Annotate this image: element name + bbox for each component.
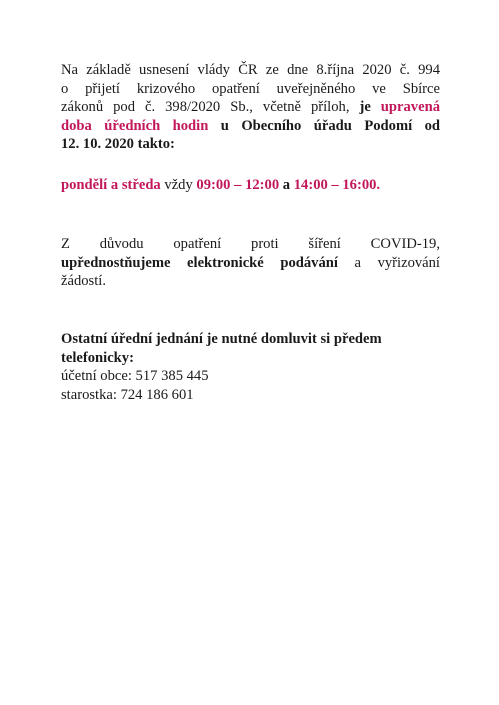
decree-line-3-text: zákonů pod č. 398/2020 Sb., včetně příloh, [61, 99, 350, 115]
contact-mayor: starostka: 724 186 601 [61, 386, 194, 403]
paragraph-covid [61, 235, 440, 291]
hours-afternoon: 14:00 – 16:00. [293, 177, 381, 193]
covid-line-3: žádostí. [61, 273, 106, 289]
paragraph-contacts [61, 330, 440, 404]
hours-line [61, 176, 440, 195]
paragraph-hours [61, 176, 440, 195]
covid-line-1: Z důvodu opatření proti šíření COVID-19, [61, 236, 440, 252]
contact-accountant: účetní obce: 517 385 445 [61, 368, 209, 384]
contacts-heading-line-2: telefonicky: [61, 349, 134, 366]
decree-line-1: Na základě usnesení vlády ČR ze dne 8.října 2020 č. 994 [61, 62, 440, 78]
covid-line-2 [61, 254, 440, 273]
decree-line-5: 12. 10. 2020 takto: [61, 136, 175, 152]
decree-line-2: o přijetí krizového opatření uveřejněného ve Sbírce [61, 80, 440, 97]
hours-and: a [282, 177, 291, 193]
decree-line-3 [61, 98, 440, 117]
covid-line-2-bold: upřednostňujeme elektronické podávání [61, 254, 338, 271]
hours-days: pondělí a středa [61, 177, 161, 193]
hours-always: vždy [164, 177, 193, 193]
paragraph-decree [61, 61, 440, 154]
decree-line-4-highlight: doba úředních hodin [61, 117, 209, 134]
decree-line-3-highlight: upravená [380, 99, 440, 115]
hours-morning: 09:00 – 12:00 [196, 177, 280, 193]
decree-line-3-je: je [359, 99, 371, 115]
covid-line-2-text: a vyřizování [354, 254, 440, 271]
decree-line-4-text: u Obecního úřadu Podomí od [220, 117, 440, 134]
contacts-heading-line-1: Ostatní úřední jednání je nutné domluvit si předem [61, 331, 382, 347]
decree-line-4 [61, 117, 440, 136]
